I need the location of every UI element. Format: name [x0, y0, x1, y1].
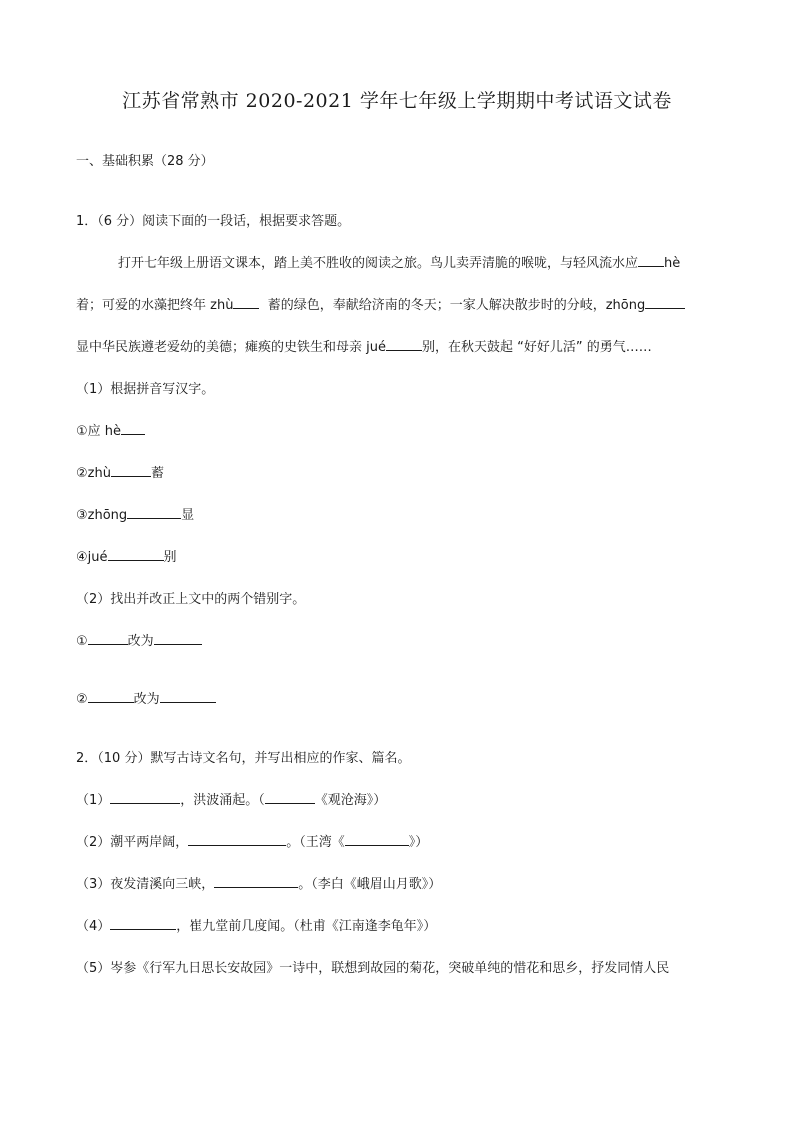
passage-text: 着；可爱的水藻把终年 zhù	[76, 298, 234, 313]
passage-text: 蓄的绿色，奉献给济南的冬天；一家人解决散步时的分岐，zhōng	[267, 298, 646, 313]
answer-blank[interactable]	[345, 833, 409, 846]
poem-line-2	[76, 831, 428, 850]
page-title: 江苏省常熟市 2020-2021 学年七年级上学期期中考试语文试卷	[122, 90, 672, 112]
answer-blank[interactable]	[265, 791, 315, 804]
answer-blank[interactable]	[154, 632, 202, 645]
item-label: （3）夜发清溪向三峡，	[76, 877, 215, 892]
answer-blank[interactable]	[127, 506, 181, 519]
pinyin-item-3	[76, 504, 194, 523]
answer-blank[interactable]	[110, 917, 176, 930]
item-label: （4）	[76, 919, 111, 934]
item-label: ，崔九堂前几度闻。（杜甫《江南逢李龟年》）	[176, 919, 437, 934]
item-label: ②	[76, 692, 88, 707]
passage-text: 显中华民族遵老爱幼的美德；瘫痪的史铁生和母亲 jué	[76, 340, 386, 355]
answer-blank[interactable]	[121, 422, 145, 435]
answer-blank[interactable]	[108, 548, 164, 561]
item-label: ④jué	[76, 550, 108, 565]
item-label: ①应 hè	[76, 424, 122, 439]
correction-item-1	[76, 630, 202, 649]
answer-blank[interactable]	[188, 833, 286, 846]
section-heading: 一、基础积累（28 分）	[76, 154, 214, 169]
item-label: （1）	[76, 793, 111, 808]
answer-blank[interactable]	[88, 690, 134, 703]
question-1-stem: 1．（6 分）阅读下面的一段话，根据要求答题。	[76, 214, 351, 229]
answer-blank[interactable]	[638, 254, 664, 267]
pinyin-item-4	[76, 546, 177, 565]
poem-line-1	[76, 789, 386, 808]
passage-line-1	[118, 252, 680, 271]
poem-line-4	[76, 915, 436, 934]
passage-text: hè	[664, 256, 681, 271]
passage-line-2	[76, 294, 685, 313]
answer-blank[interactable]	[111, 464, 151, 477]
passage-text: 打开七年级上册语文课本，踏上美不胜收的阅读之旅。鸟儿卖弄清脆的喉咙，与轻风流水应	[118, 256, 639, 271]
item-label: 。（李白《峨眉山月歌》）	[298, 877, 442, 892]
item-label: （2）潮平两岸阔，	[76, 835, 189, 850]
item-label: 别	[163, 550, 177, 565]
item-label: ③zhōng	[76, 508, 128, 523]
sub-question-1: （1）根据拼音写汉字。	[76, 382, 215, 397]
item-label: 》）	[408, 835, 429, 850]
answer-blank[interactable]	[214, 875, 298, 888]
item-label: 改为	[133, 692, 160, 707]
answer-blank[interactable]	[110, 791, 180, 804]
poem-line-5: （5）岑参《行军九日思长安故园》一诗中，联想到故园的菊花，突破单纯的惜花和思乡，抒发同情人民	[76, 961, 670, 976]
item-label: ①	[76, 634, 88, 649]
pinyin-item-2	[76, 462, 164, 481]
item-label: 显	[181, 508, 195, 523]
item-label: ②zhù	[76, 466, 111, 481]
correction-item-2	[76, 688, 216, 707]
answer-blank[interactable]	[233, 296, 259, 309]
item-label: 蓄	[150, 466, 164, 481]
pinyin-item-1	[76, 420, 145, 439]
answer-blank[interactable]	[88, 632, 128, 645]
item-label: 改为	[127, 634, 154, 649]
item-label: 《观沧海》）	[314, 793, 387, 808]
answer-blank[interactable]	[160, 690, 216, 703]
sub-question-2: （2）找出并改正上文中的两个错别字。	[76, 592, 306, 607]
passage-text: 别，在秋天鼓起 “好好儿活” 的勇气……	[421, 340, 652, 355]
answer-blank[interactable]	[386, 338, 422, 351]
passage-line-3	[76, 336, 652, 355]
item-label: ，洪波涌起。（	[180, 793, 265, 808]
answer-blank[interactable]	[645, 296, 685, 309]
item-label: 。（王湾《	[286, 835, 345, 850]
question-2-stem: 2．（10 分）默写古诗文名句，并写出相应的作家、篇名。	[76, 751, 411, 766]
poem-line-3	[76, 873, 441, 892]
